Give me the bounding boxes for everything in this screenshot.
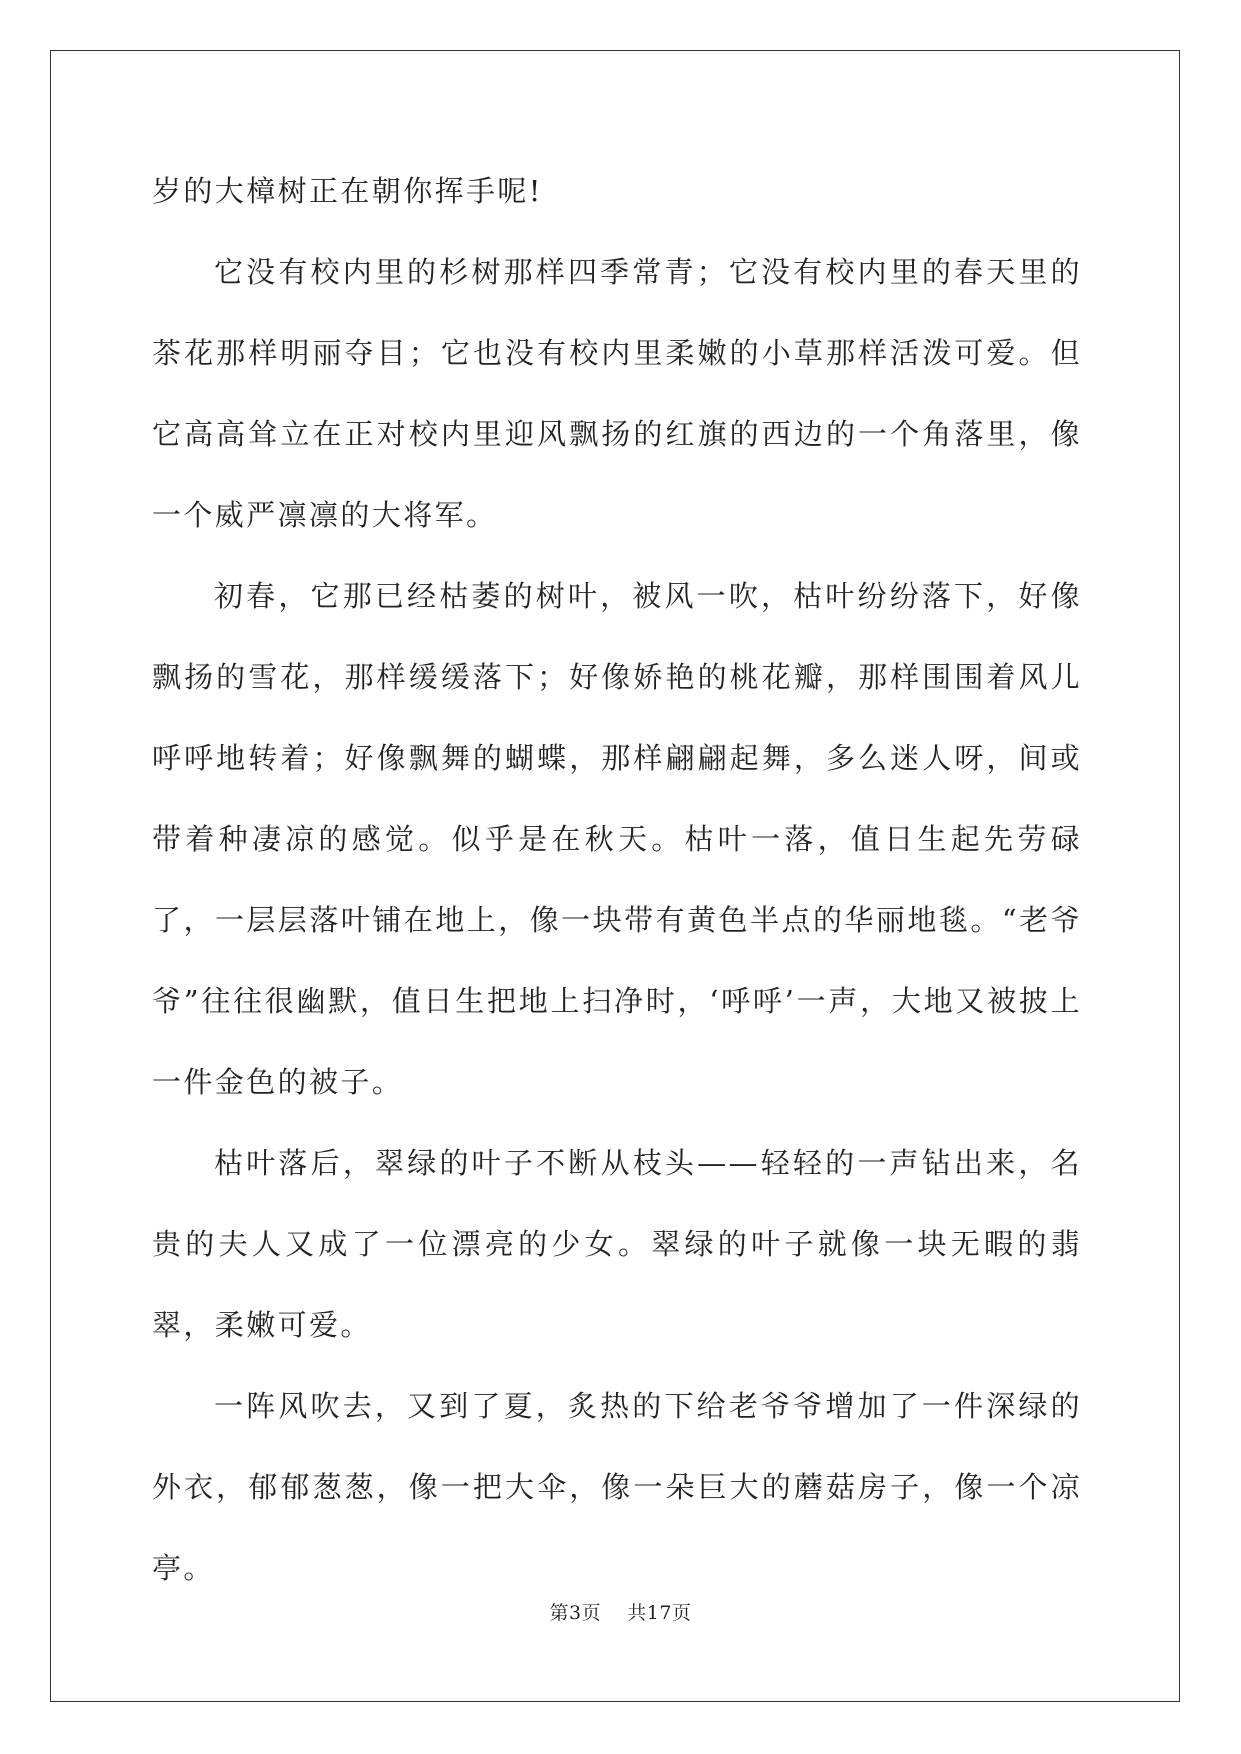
paragraph-3: 初春，它那已经枯萎的树叶，被风一吹，枯叶纷纷落下，好像飘扬的雪花，那样缓缓落下；好像娇艳的桃花瓣，那样围围着风儿呼呼地转着；好像飘舞的蝴蝶，那样翩翩起舞，多么迷人呀，间或带着种凄凉的感觉。似乎是在秋天。枯叶一落，值日生起先劳碌了，一层层落叶铺在地上，像一块带有黄色半点的华丽地毯。“老爷爷”往往很幽默，值日生把地上扫净时，‘呼呼’一声，大地又被披上一件金色的被子。 — [152, 579, 1082, 1099]
paragraph-5: 一阵风吹去，又到了夏，炙热的下给老爷爷增加了一件深绿的外衣，郁郁葱葱，像一把大伞，像一朵巨大的蘑菇房子，像一个凉亭。 — [152, 1389, 1082, 1585]
paragraph-2: 它没有校内里的杉树那样四季常青；它没有校内里的春天里的茶花那样明丽夺目；它也没有校内里柔嫩的小草那样活泼可爱。但它高高耸立在正对校内里迎风飘扬的红旗的西边的一个角落里，像一个威严凛凛的大将军。 — [152, 255, 1082, 532]
page-total: 共17页 — [627, 1602, 692, 1624]
page-number: 第3页 — [549, 1602, 602, 1624]
page-footer — [0, 1598, 1241, 1625]
document-body — [152, 151, 1082, 1609]
paragraph-1: 岁的大樟树正在朝你挥手呢! — [152, 174, 543, 208]
paragraph-4: 枯叶落后，翠绿的叶子不断从枝头——轻轻的一声钻出来，名贵的夫人又成了一位漂亮的少女。翠绿的叶子就像一块无暇的翡翠，柔嫩可爱。 — [152, 1146, 1082, 1342]
